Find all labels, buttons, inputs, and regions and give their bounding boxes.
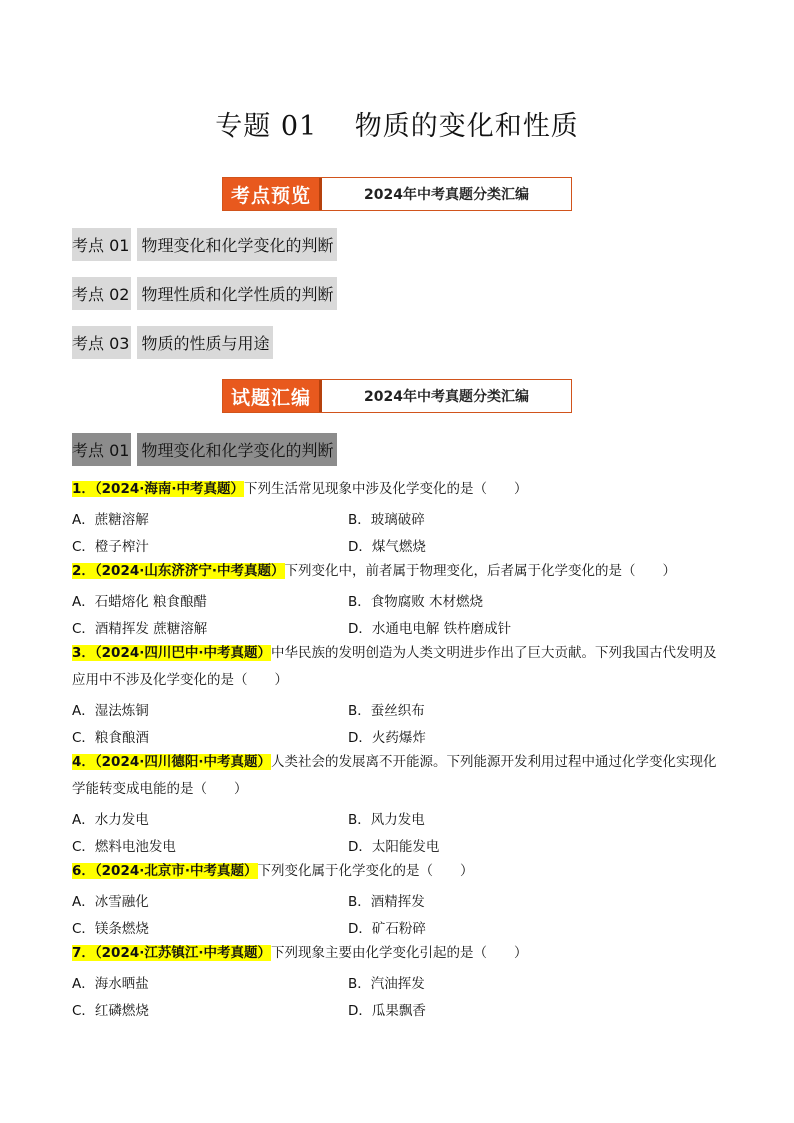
overview-banner <box>222 177 572 211</box>
option-b: B．玻璃破碎 <box>348 512 425 528</box>
question-6 <box>72 858 722 885</box>
question-stem: 下列生活常见现象中涉及化学变化的是（ ） <box>244 481 528 497</box>
option-b: B．食物腐败 木材燃烧 <box>348 594 484 610</box>
option-c: C．镁条燃烧 <box>72 921 149 937</box>
overview-item-3 <box>72 326 273 358</box>
question-number: 7． <box>72 945 95 961</box>
banner-tag: 试题汇编 <box>223 380 322 412</box>
question-stem: 下列现象主要由化学变化引起的是（ ） <box>271 945 528 961</box>
option-a: A．水力发电 <box>72 812 149 828</box>
option-b: B．蚕丝织布 <box>348 703 425 719</box>
question-number: 2． <box>72 563 95 579</box>
question-stem: 下列变化中，前者属于物理变化，后者属于化学变化的是（ ） <box>284 563 676 579</box>
option-b: B．汽油挥发 <box>348 976 425 992</box>
section-heading <box>72 433 337 465</box>
option-d: D．煤气燃烧 <box>348 539 426 555</box>
question-source: （2024·海南·中考真题） <box>94 481 244 497</box>
question-stem: 中华民族的发明创造为人类文明进步作出了巨大贡献。下列我国古代发明及应用中不涉及化学变化的是（ ） <box>72 645 717 688</box>
question-stem: 人类社会的发展离不开能源。下列能源开发利用过程中通过化学变化实现化学能转变成电能的是（ ） <box>72 754 717 797</box>
question-2 <box>72 558 722 585</box>
option-c: C．酒精挥发 蔗糖溶解 <box>72 621 208 637</box>
banner-tag: 考点预览 <box>223 178 322 210</box>
question-3 <box>72 640 722 694</box>
option-a: A．湿法炼铜 <box>72 703 149 719</box>
question-1 <box>72 476 722 503</box>
question-number: 6． <box>72 863 95 879</box>
question-source: （2024·江苏镇江·中考真题） <box>94 945 271 961</box>
questions-banner <box>222 379 572 413</box>
question-number: 4． <box>72 754 95 770</box>
banner-subtitle: 2024年中考真题分类汇编 <box>364 187 529 203</box>
option-d: D．瓜果飘香 <box>348 1003 426 1019</box>
question-source: （2024·四川巴中·中考真题） <box>94 645 271 661</box>
option-c: C．燃料电池发电 <box>72 839 176 855</box>
option-c: C．粮食酿酒 <box>72 730 149 746</box>
page-title: 专题 01 物质的变化和性质 <box>215 111 579 142</box>
option-d: D．太阳能发电 <box>348 839 440 855</box>
question-source: （2024·山东济济宁·中考真题） <box>94 563 285 579</box>
option-c: C．橙子榨汁 <box>72 539 149 555</box>
overview-item-2 <box>72 277 337 309</box>
question-7 <box>72 940 722 967</box>
overview-text: 物理性质和化学性质的判断 <box>137 277 337 310</box>
overview-text: 物质的性质与用途 <box>137 326 273 359</box>
question-source: （2024·北京市·中考真题） <box>94 863 258 879</box>
option-a: A．石蜡熔化 粮食酿醋 <box>72 594 208 610</box>
section-text: 物理变化和化学变化的判断 <box>137 433 337 466</box>
overview-label: 考点 01 <box>72 228 131 261</box>
question-number: 1． <box>72 481 95 497</box>
option-a: A．冰雪融化 <box>72 894 149 910</box>
overview-label: 考点 03 <box>72 326 131 359</box>
option-d: D．火药爆炸 <box>348 730 426 746</box>
option-b: B．酒精挥发 <box>348 894 425 910</box>
option-a: A．蔗糖溶解 <box>72 512 149 528</box>
question-4 <box>72 749 722 803</box>
question-source: （2024·四川德阳·中考真题） <box>94 754 271 770</box>
option-d: D．水通电电解 铁杵磨成针 <box>348 621 512 637</box>
option-b: B．风力发电 <box>348 812 425 828</box>
section-label: 考点 01 <box>72 433 131 466</box>
banner-subtitle: 2024年中考真题分类汇编 <box>364 389 529 405</box>
question-stem: 下列变化属于化学变化的是（ ） <box>257 863 474 879</box>
option-a: A．海水晒盐 <box>72 976 149 992</box>
overview-text: 物理变化和化学变化的判断 <box>137 228 337 261</box>
option-d: D．矿石粉碎 <box>348 921 426 937</box>
question-number: 3． <box>72 645 95 661</box>
overview-item-1 <box>72 228 337 260</box>
overview-label: 考点 02 <box>72 277 131 310</box>
option-c: C．红磷燃烧 <box>72 1003 149 1019</box>
